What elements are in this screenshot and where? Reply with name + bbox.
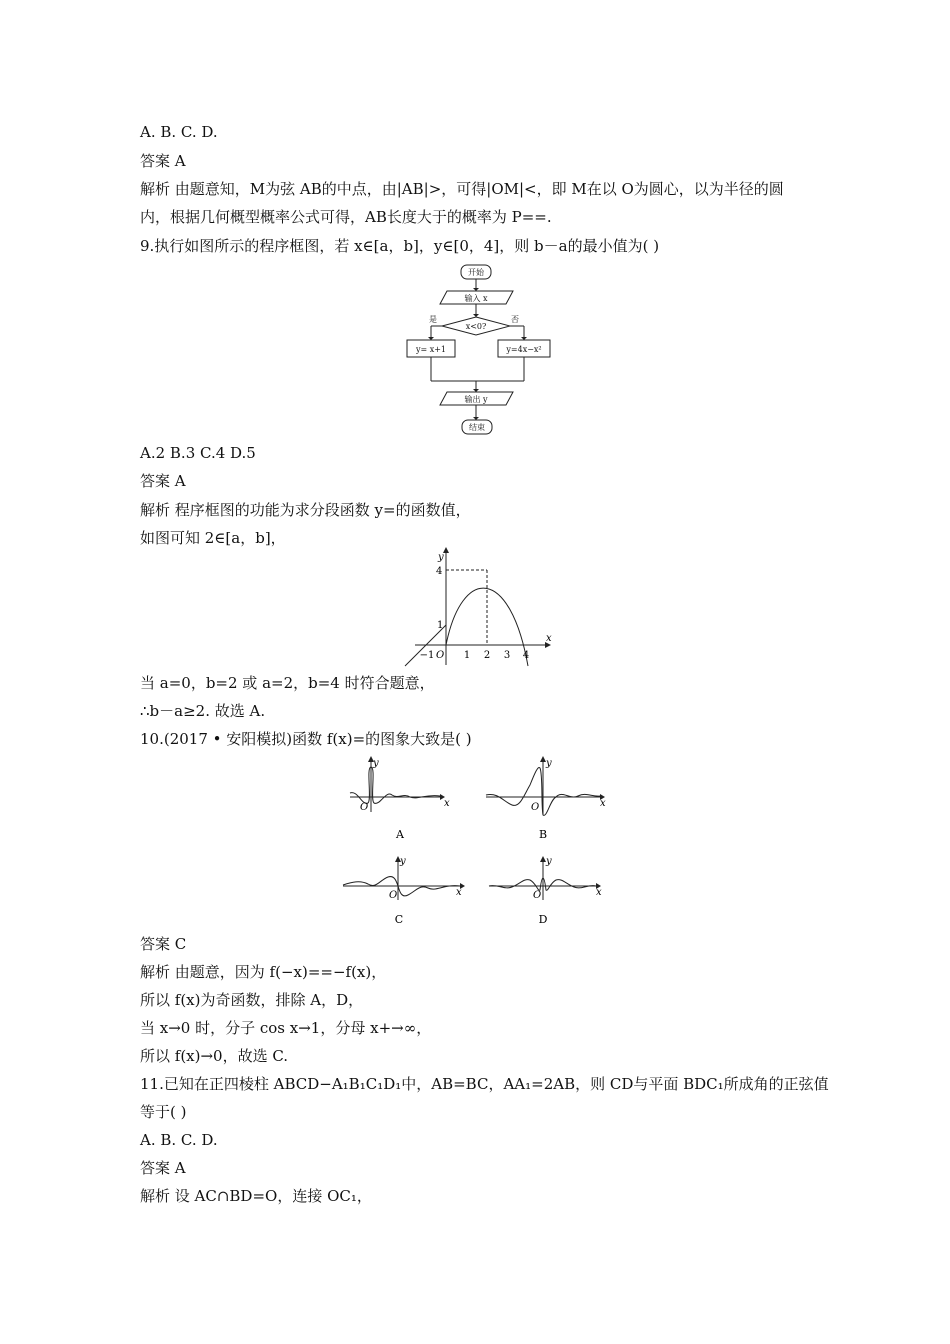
q11-stem-line2: 等于( ): [140, 1103, 187, 1121]
q10-option-graphs: [335, 752, 615, 932]
q10-stem: 10.(2017 • 安阳模拟)函数 f(x)=的图象大致是( ): [140, 730, 472, 748]
q10-analysis-line1: 解析 由题意，因为 f(−x)==−f(x)，: [140, 963, 387, 981]
graph-b-y-label: y: [546, 758, 552, 769]
graph-a-y-label: y: [373, 758, 379, 769]
q9-options: A.2 B.3 C.4 D.5: [140, 444, 256, 462]
q8-analysis-line2: 内，根据几何概型概率公式可得，AB长度大于的概率为 P==.: [140, 208, 552, 226]
q9-piecewise-graph: [400, 548, 560, 668]
q9-analysis-line3: 当 a=0，b=2 或 a=2，b=4 时符合题意，: [140, 674, 435, 692]
graph-d-x-label: x: [596, 887, 602, 898]
graph-y-tick-4: 4: [436, 566, 443, 577]
graph-c-y-label: y: [400, 856, 406, 867]
flow-no-label: 否: [511, 315, 519, 324]
flow-yes-text: y= x+1: [415, 345, 447, 354]
q11-options: A. B. C. D.: [140, 1131, 218, 1149]
q10-analysis-line4: 所以 f(x)→0，故选 C.: [140, 1047, 289, 1065]
q11-analysis-line1: 解析 设 AC∩BD=O，连接 OC₁，: [140, 1187, 372, 1205]
graph-option-b: [486, 762, 600, 815]
graph-d-origin: O: [533, 890, 542, 901]
q8-answer: 答案 A: [140, 152, 186, 170]
q10-analysis-line3: 当 x→0 时，分子 cos x→1，分母 x+→∞，: [140, 1019, 432, 1037]
graph-b-x-label: x: [600, 798, 606, 809]
q10-analysis-line2: 所以 f(x)为奇函数，排除 A，D，: [140, 991, 364, 1009]
q9-answer: 答案 A: [140, 472, 186, 490]
graph-a-x-label: x: [444, 798, 450, 809]
graph-b-origin: O: [531, 802, 540, 813]
q8-options: A. B. C. D.: [140, 123, 218, 141]
graph-d-y-label: y: [546, 856, 552, 867]
graph-y-tick-1: 1: [437, 620, 444, 631]
flow-yes-label: 是: [429, 315, 437, 324]
graph-option-d: [489, 862, 596, 900]
graph-a-origin: O: [360, 802, 369, 813]
q11-stem-line1: 11.已知在正四棱柱 ABCD−A₁B₁C₁D₁中，AB=BC，AA₁=2AB，则 CD与平面 BDC₁所成角的正弦值: [140, 1075, 829, 1093]
flow-input-text: 输入 x: [464, 294, 488, 303]
q11-answer: 答案 A: [140, 1159, 186, 1177]
graph-x-tick-1: 1: [463, 650, 471, 661]
graph-c-caption: C: [394, 913, 404, 926]
flow-condition-text: x<0?: [465, 322, 487, 331]
flow-no-text: y=4x−x²: [506, 345, 542, 354]
q8-analysis-line1: 解析 由题意知，M为弦 AB的中点，由|AB|>，可得|OM|<，即 M在以 O为圆心，以为半径的圆: [140, 180, 784, 198]
flow-end-text: 结束: [469, 423, 485, 432]
graph-x-tick-2: 2: [483, 650, 491, 661]
q9-analysis-line1: 解析 程序框图的功能为求分段函数 y=的函数值，: [140, 501, 471, 519]
graph-c-origin: O: [389, 890, 398, 901]
flow-output-text: 输出 y: [464, 395, 488, 404]
graph-x-label: x: [546, 633, 552, 644]
graph-x-tick-3: 3: [503, 650, 511, 661]
q9-analysis-line2: 如图可知 2∈[a，b]，: [140, 529, 286, 547]
flow-start-text: 开始: [468, 268, 484, 277]
graph-origin: O: [436, 650, 445, 661]
graph-x-tick-4: 4: [522, 650, 530, 661]
q9-flowchart: [400, 262, 560, 437]
q9-stem: 9.执行如图所示的程序框图，若 x∈[a，b]，y∈[0，4]，则 b－a的最小值为( ): [140, 237, 660, 255]
graph-b-caption: B: [538, 828, 548, 841]
graph-y-label: y: [438, 552, 444, 563]
graph-c-x-label: x: [456, 887, 462, 898]
q9-analysis-line4: ∴b－a≥2. 故选 A.: [140, 702, 266, 720]
graph-option-c: [343, 862, 460, 900]
graph-d-caption: D: [538, 913, 548, 926]
graph-a-caption: A: [396, 828, 404, 841]
graph-x-tick-neg1: −1: [419, 650, 435, 661]
q10-answer: 答案 C: [140, 935, 187, 953]
